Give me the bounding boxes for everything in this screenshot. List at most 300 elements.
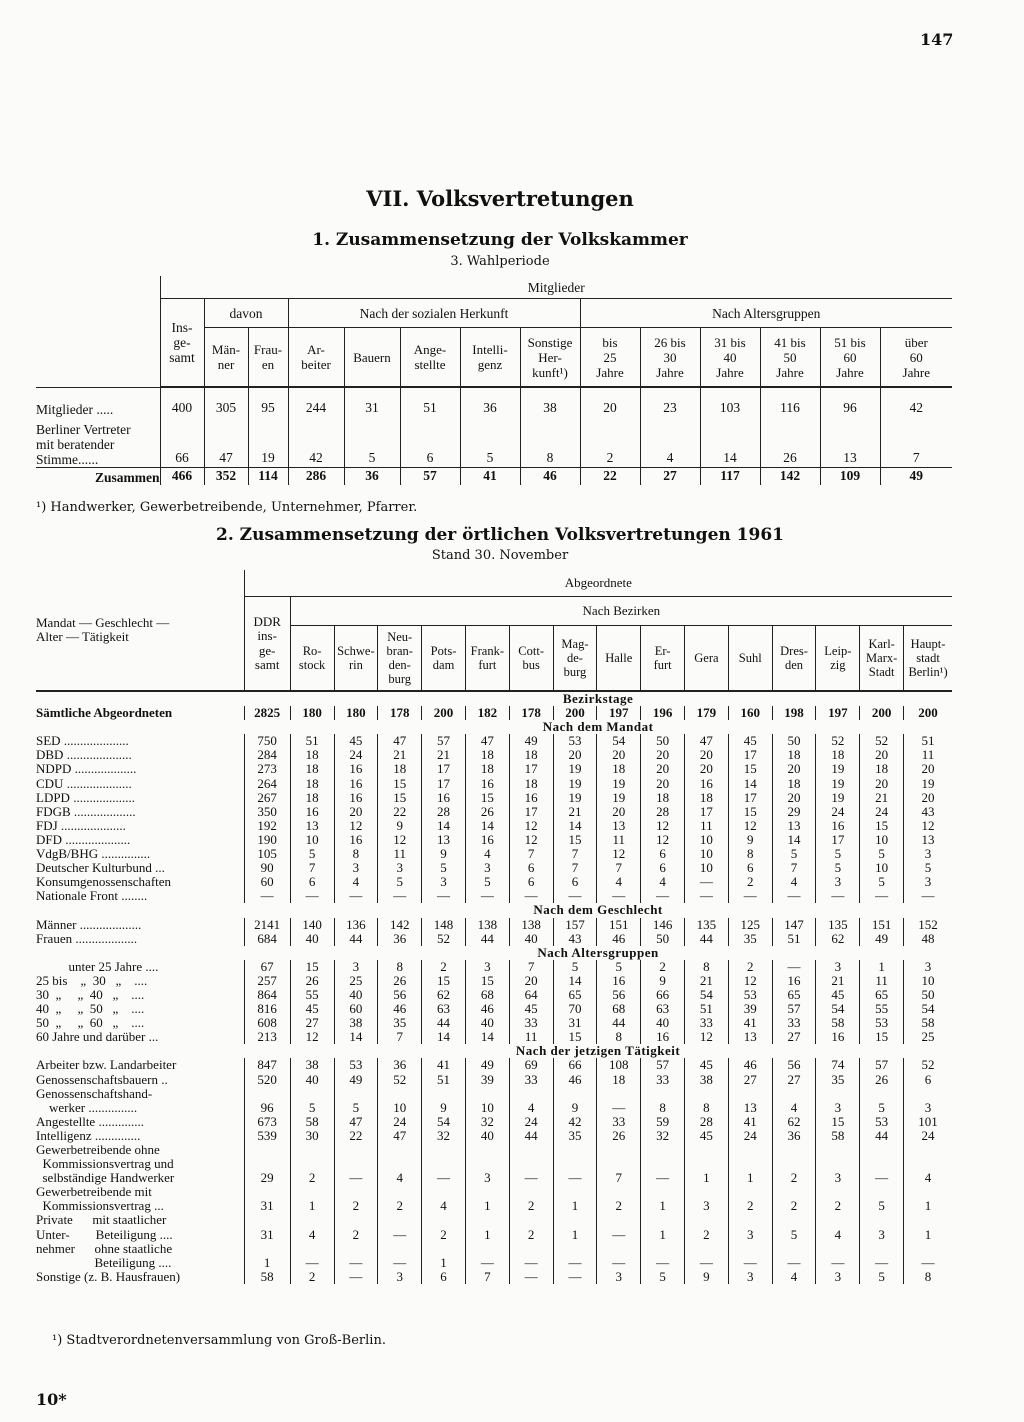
table-cell: 19 bbox=[248, 417, 288, 467]
table-cell: 10 bbox=[685, 861, 729, 875]
table-cell: 5 bbox=[772, 1213, 816, 1241]
table-row bbox=[36, 1016, 952, 1030]
section2-title: 2. Zusammensetzung der örtlichen Volksvertretungen 1961 bbox=[216, 525, 784, 545]
table-cell: 273 bbox=[244, 762, 290, 776]
table-cell: 53 bbox=[860, 1016, 904, 1030]
table-cell: 7 bbox=[378, 1030, 422, 1044]
table-cell: 7 bbox=[553, 847, 597, 861]
table-cell: 33 bbox=[509, 1073, 553, 1087]
table-cell: 45 bbox=[728, 734, 772, 748]
table-cell: 49 bbox=[334, 1073, 378, 1087]
table-cell: 33 bbox=[509, 1016, 553, 1030]
table-cell: 20 bbox=[641, 777, 685, 791]
table-cell: 44 bbox=[860, 1129, 904, 1143]
table-cell: 62 bbox=[816, 932, 860, 946]
table-cell: 197 bbox=[816, 706, 860, 720]
table-cell: 2 bbox=[641, 960, 685, 974]
table-cell: 5 bbox=[772, 847, 816, 861]
table-cell: 26 bbox=[378, 974, 422, 988]
table-cell: 49 bbox=[509, 734, 553, 748]
table-cell: 16 bbox=[816, 1030, 860, 1044]
column-header: Dres- den bbox=[772, 626, 816, 692]
row-label: NDPD ................... bbox=[36, 761, 137, 777]
table-cell: 19 bbox=[553, 762, 597, 776]
table-row bbox=[36, 1129, 952, 1143]
table-cell: 135 bbox=[685, 918, 729, 932]
table-cell: 5 bbox=[460, 417, 520, 467]
table-cell: 26 bbox=[597, 1129, 641, 1143]
column-header: Frank- furt bbox=[465, 626, 509, 692]
table-cell: 47 bbox=[378, 734, 422, 748]
table-cell: 50 bbox=[772, 734, 816, 748]
table-cell: 24 bbox=[728, 1129, 772, 1143]
table-cell: 58 bbox=[244, 1270, 290, 1284]
column-header: Er- furt bbox=[641, 626, 685, 692]
table-cell: 63 bbox=[422, 1002, 466, 1016]
row-label: 40 „ „ 50 „ .... bbox=[36, 1001, 145, 1017]
table-cell: 24 bbox=[334, 748, 378, 762]
table-cell: 8 bbox=[520, 417, 580, 467]
table-cell: 816 bbox=[244, 1002, 290, 1016]
table-cell: 15 bbox=[553, 1030, 597, 1044]
table-cell: 15 bbox=[422, 974, 466, 988]
table-cell: 864 bbox=[244, 988, 290, 1002]
table-cell: 10 bbox=[378, 1087, 422, 1115]
table-cell: — bbox=[860, 1143, 904, 1185]
table-cell: 6 bbox=[641, 861, 685, 875]
table-cell: 18 bbox=[290, 777, 334, 791]
table-cell: 23 bbox=[640, 400, 700, 417]
table-cell: 5 bbox=[641, 1270, 685, 1284]
table-cell: 5 bbox=[422, 861, 466, 875]
table-cell: — bbox=[334, 1143, 378, 1185]
table-cell: 14 bbox=[728, 777, 772, 791]
table-cell: 13 bbox=[728, 1030, 772, 1044]
table-cell: 22 bbox=[334, 1129, 378, 1143]
table-cell: 2 bbox=[580, 417, 640, 467]
table-cell: 52 bbox=[816, 734, 860, 748]
column-header: Karl- Marx- Stadt bbox=[860, 626, 904, 692]
table-cell: 2 bbox=[772, 1185, 816, 1213]
table-cell: 45 bbox=[290, 1002, 334, 1016]
table-cell: 3 bbox=[685, 1185, 729, 1213]
table-row bbox=[36, 960, 952, 974]
table-cell: 29 bbox=[772, 805, 816, 819]
bezirkstage-label bbox=[36, 691, 244, 706]
table-cell: 5 bbox=[553, 960, 597, 974]
table-cell: 57 bbox=[860, 1058, 904, 1072]
table-cell: 19 bbox=[597, 777, 641, 791]
column-header: Haupt- stadt Berlin¹) bbox=[904, 626, 952, 692]
row-label: Konsumgenossenschaften bbox=[36, 874, 172, 890]
table-cell: 103 bbox=[700, 400, 760, 417]
table-cell: 8 bbox=[685, 960, 729, 974]
table-cell: 20 bbox=[334, 805, 378, 819]
table-cell: 684 bbox=[244, 932, 290, 946]
column-header: Cott- bus bbox=[509, 626, 553, 692]
table-row bbox=[36, 1270, 952, 1284]
table-cell: 30 bbox=[290, 1129, 334, 1143]
table-cell: 101 bbox=[904, 1115, 952, 1129]
table-cell: 44 bbox=[465, 932, 509, 946]
table-cell: — bbox=[904, 889, 952, 903]
section2-subtitle: Stand 30. November bbox=[431, 548, 569, 563]
table-cell: 20 bbox=[597, 805, 641, 819]
table-cell: — bbox=[816, 1242, 860, 1270]
table-row bbox=[36, 1058, 952, 1072]
table-cell: 5 bbox=[860, 875, 904, 889]
table-cell: 264 bbox=[244, 777, 290, 791]
table-cell: 5 bbox=[904, 861, 952, 875]
table-cell: 20 bbox=[860, 777, 904, 791]
table-cell: 3 bbox=[378, 1270, 422, 1284]
table-cell: 38 bbox=[290, 1058, 334, 1072]
table-cell: 46 bbox=[728, 1058, 772, 1072]
row-label: Sonstige (z. B. Hausfrauen) bbox=[36, 1268, 181, 1284]
table-cell: 38 bbox=[685, 1073, 729, 1087]
table-cell: 20 bbox=[641, 762, 685, 776]
table-cell: 7 bbox=[772, 861, 816, 875]
table-cell: 14 bbox=[553, 819, 597, 833]
table-cell: 2 bbox=[422, 1213, 466, 1241]
table-cell: 147 bbox=[772, 918, 816, 932]
table-cell: 12 bbox=[509, 833, 553, 847]
table-cell: — bbox=[597, 889, 641, 903]
table-cell: 28 bbox=[422, 805, 466, 819]
column-header: über 60 Jahre bbox=[880, 328, 952, 388]
table-cell: 5 bbox=[334, 1087, 378, 1115]
table-cell: 213 bbox=[244, 1030, 290, 1044]
table-cell: 24 bbox=[816, 805, 860, 819]
table-cell: 31 bbox=[244, 1213, 290, 1241]
table-cell: — bbox=[860, 1242, 904, 1270]
table-cell: 4 bbox=[509, 1087, 553, 1115]
table-cell: 57 bbox=[422, 734, 466, 748]
table-cell: 24 bbox=[509, 1115, 553, 1129]
table-cell: 200 bbox=[553, 706, 597, 720]
table-cell: 53 bbox=[860, 1115, 904, 1129]
table-cell: 39 bbox=[728, 1002, 772, 1016]
table-cell: 46 bbox=[520, 467, 580, 485]
table-cell: 51 bbox=[772, 932, 816, 946]
table-cell: 18 bbox=[772, 748, 816, 762]
table-cell: 3 bbox=[904, 1087, 952, 1115]
table-cell: 20 bbox=[685, 748, 729, 762]
table-cell: 2 bbox=[334, 1213, 378, 1241]
row-label: Männer ................... bbox=[36, 916, 142, 932]
table-cell: 20 bbox=[904, 791, 952, 805]
table-cell: 19 bbox=[816, 791, 860, 805]
table-cell: 35 bbox=[728, 932, 772, 946]
table-cell: 96 bbox=[820, 400, 880, 417]
row-label: Genossenschaftshand- werker ............... bbox=[36, 1085, 153, 1115]
table-cell: 152 bbox=[904, 918, 952, 932]
group-title-text: Nach der jetzigen Tätigkeit bbox=[515, 1043, 681, 1059]
column-header: 41 bis 50 Jahre bbox=[760, 328, 820, 388]
table-cell: — bbox=[378, 1242, 422, 1270]
section-row bbox=[36, 691, 952, 706]
table-cell: 27 bbox=[640, 467, 700, 485]
table-cell: 53 bbox=[553, 734, 597, 748]
table-cell: 48 bbox=[904, 932, 952, 946]
table-cell: 7 bbox=[509, 847, 553, 861]
table-cell: 15 bbox=[816, 1115, 860, 1129]
table-cell: 608 bbox=[244, 1016, 290, 1030]
table-cell: 3 bbox=[465, 1143, 509, 1185]
table-cell: 18 bbox=[641, 791, 685, 805]
table-row bbox=[36, 833, 952, 847]
table-row bbox=[36, 734, 952, 748]
table-cell: 11 bbox=[685, 819, 729, 833]
table-cell: 35 bbox=[378, 1016, 422, 1030]
column-header: Pots- dam bbox=[422, 626, 466, 692]
table-cell: 7 bbox=[509, 960, 553, 974]
table-cell: 5 bbox=[290, 1087, 334, 1115]
table-cell: 352 bbox=[204, 467, 248, 485]
table-cell: 286 bbox=[288, 467, 344, 485]
table-cell: 62 bbox=[772, 1115, 816, 1129]
table-cell: 28 bbox=[685, 1115, 729, 1129]
table-cell: 14 bbox=[422, 819, 466, 833]
table-cell: 16 bbox=[465, 833, 509, 847]
table-cell: 2 bbox=[772, 1143, 816, 1185]
row-label: SED .................... bbox=[36, 733, 129, 749]
table-cell: 125 bbox=[728, 918, 772, 932]
table-cell: 138 bbox=[509, 918, 553, 932]
table-cell: 44 bbox=[422, 1016, 466, 1030]
table-cell: 7 bbox=[553, 861, 597, 875]
table-cell: 140 bbox=[290, 918, 334, 932]
table-cell: 45 bbox=[685, 1129, 729, 1143]
table-cell: 20 bbox=[509, 974, 553, 988]
table-row bbox=[36, 932, 952, 946]
table-cell: 4 bbox=[772, 1087, 816, 1115]
table-cell: — bbox=[290, 889, 334, 903]
table-cell: 74 bbox=[816, 1058, 860, 1072]
table-cell: 200 bbox=[860, 706, 904, 720]
table-cell: 160 bbox=[728, 706, 772, 720]
abgeordnete-header: Abgeordnete bbox=[244, 570, 952, 597]
table-cell: 673 bbox=[244, 1115, 290, 1129]
table-cell: 350 bbox=[244, 805, 290, 819]
table-cell: 50 bbox=[904, 988, 952, 1002]
table-cell: — bbox=[728, 1242, 772, 1270]
table-row bbox=[36, 417, 952, 467]
table-cell: 18 bbox=[465, 762, 509, 776]
table-cell: 178 bbox=[378, 706, 422, 720]
table-cell: 21 bbox=[553, 805, 597, 819]
group-title-text: Nach dem Mandat bbox=[542, 719, 654, 735]
table-cell: 6 bbox=[728, 861, 772, 875]
table-cell: 17 bbox=[422, 777, 466, 791]
table-cell: — bbox=[465, 1242, 509, 1270]
table-row bbox=[36, 1115, 952, 1129]
table-cell: 5 bbox=[290, 847, 334, 861]
table-cell: 1 bbox=[465, 1213, 509, 1241]
table-cell: 4 bbox=[290, 1213, 334, 1241]
table-cell: 27 bbox=[772, 1073, 816, 1087]
table-cell: 11 bbox=[509, 1030, 553, 1044]
table-cell: 1 bbox=[860, 960, 904, 974]
table-cell: 15 bbox=[378, 777, 422, 791]
table-row bbox=[36, 861, 952, 875]
table-row bbox=[36, 791, 952, 805]
table-row bbox=[36, 1030, 952, 1044]
table-cell: 8 bbox=[685, 1087, 729, 1115]
table-cell: 190 bbox=[244, 833, 290, 847]
table-cell: 4 bbox=[772, 875, 816, 889]
table-cell: 7 bbox=[290, 861, 334, 875]
table-cell: 16 bbox=[290, 805, 334, 819]
table-row bbox=[36, 1073, 952, 1087]
table-cell: 14 bbox=[553, 974, 597, 988]
table-cell: 41 bbox=[728, 1016, 772, 1030]
row-label: FDJ .................... bbox=[36, 817, 126, 833]
table-cell: 192 bbox=[244, 819, 290, 833]
table-cell: — bbox=[597, 1242, 641, 1270]
volkskammer-table bbox=[36, 276, 952, 485]
table-cell: 197 bbox=[597, 706, 641, 720]
table-cell: 13 bbox=[422, 833, 466, 847]
row-label: 50 „ „ 60 „ .... bbox=[36, 1015, 145, 1031]
table-cell: 200 bbox=[904, 706, 952, 720]
table-row bbox=[36, 400, 952, 417]
table-cell: 16 bbox=[816, 819, 860, 833]
table-cell: 12 bbox=[509, 819, 553, 833]
table-cell: 66 bbox=[641, 988, 685, 1002]
column-header: Män- ner bbox=[204, 328, 248, 388]
table-cell: 17 bbox=[509, 762, 553, 776]
table-cell: 257 bbox=[244, 974, 290, 988]
table-cell: 40 bbox=[465, 1129, 509, 1143]
table-cell: 21 bbox=[378, 748, 422, 762]
table-cell: 12 bbox=[641, 833, 685, 847]
table-cell: 5 bbox=[597, 960, 641, 974]
table-cell: 40 bbox=[334, 988, 378, 1002]
table-cell: 36 bbox=[344, 467, 400, 485]
row-label: unter 25 Jahre .... bbox=[36, 958, 159, 974]
table-row bbox=[36, 1002, 952, 1016]
oertliche-volksvertretungen-table bbox=[36, 570, 952, 1284]
table-cell: 17 bbox=[728, 791, 772, 805]
table-cell: 38 bbox=[520, 400, 580, 417]
table-cell: 1 bbox=[728, 1143, 772, 1185]
table-cell: — bbox=[334, 1270, 378, 1284]
table-cell: 31 bbox=[553, 1016, 597, 1030]
table-cell: 182 bbox=[465, 706, 509, 720]
table-cell: — bbox=[553, 1242, 597, 1270]
row-label: DFD .................... bbox=[36, 831, 131, 847]
table-cell: 31 bbox=[344, 400, 400, 417]
column-header: Ro- stock bbox=[290, 626, 334, 692]
table-row bbox=[36, 805, 952, 819]
section2-footnote: ¹) Stadtverordnetenversammlung von Groß-Berlin. bbox=[52, 1333, 386, 1348]
table-cell: 55 bbox=[860, 1002, 904, 1016]
table-row bbox=[36, 1213, 952, 1241]
table-cell: 26 bbox=[465, 805, 509, 819]
alter-header: Nach Altersgruppen bbox=[580, 299, 952, 328]
table-cell: 20 bbox=[772, 791, 816, 805]
table-cell: 13 bbox=[820, 417, 880, 467]
table-cell: 40 bbox=[641, 1016, 685, 1030]
row-label: Genossenschaftsbauern .. bbox=[36, 1071, 168, 1087]
table-row bbox=[36, 847, 952, 861]
table-cell: 40 bbox=[290, 932, 334, 946]
table-cell: — bbox=[685, 875, 729, 889]
table-cell: 21 bbox=[860, 791, 904, 805]
page-mark: 10* bbox=[36, 1390, 67, 1409]
table-cell: 1 bbox=[685, 1143, 729, 1185]
table-cell: 12 bbox=[597, 847, 641, 861]
table-cell: 5 bbox=[816, 861, 860, 875]
table-cell: 4 bbox=[640, 417, 700, 467]
table-cell: 46 bbox=[553, 1073, 597, 1087]
table-cell: 18 bbox=[772, 777, 816, 791]
row-label: Gewerbetreibende ohne Kommissionsvertrag und selbständige Handwerker bbox=[36, 1142, 175, 1186]
table-cell: 5 bbox=[860, 847, 904, 861]
column-header: Leip- zig bbox=[816, 626, 860, 692]
table-cell: 10 bbox=[465, 1087, 509, 1115]
table-row bbox=[36, 1242, 952, 1270]
table-cell: 55 bbox=[290, 988, 334, 1002]
row-label: Nationale Front ........ bbox=[36, 888, 148, 904]
table-cell: 5 bbox=[860, 1270, 904, 1284]
section1-title: 1. Zusammensetzung der Volkskammer bbox=[312, 230, 688, 250]
table-cell: 49 bbox=[880, 467, 952, 485]
table-cell: 10 bbox=[860, 861, 904, 875]
table-cell: 66 bbox=[160, 417, 204, 467]
table-cell: 18 bbox=[597, 762, 641, 776]
table-cell: 18 bbox=[816, 748, 860, 762]
table-cell: 4 bbox=[816, 1213, 860, 1241]
table-cell: 400 bbox=[160, 400, 204, 417]
table-cell: 1 bbox=[641, 1213, 685, 1241]
row-label: Sämtliche Abgeordneten bbox=[36, 705, 173, 721]
table-cell: 16 bbox=[422, 791, 466, 805]
column-header: Suhl bbox=[728, 626, 772, 692]
table-cell: 2 bbox=[728, 960, 772, 974]
table-cell: 5 bbox=[344, 417, 400, 467]
table-cell: 51 bbox=[400, 400, 460, 417]
davon-header: davon bbox=[204, 299, 288, 328]
table-cell: 20 bbox=[772, 762, 816, 776]
table-row bbox=[36, 1185, 952, 1213]
table-cell: 22 bbox=[580, 467, 640, 485]
table-row bbox=[36, 706, 952, 720]
table-cell: — bbox=[378, 1213, 422, 1241]
row-label: LDPD ................... bbox=[36, 789, 135, 805]
table-cell: 45 bbox=[685, 1058, 729, 1072]
table-cell: — bbox=[597, 1213, 641, 1241]
table-cell: 56 bbox=[772, 1058, 816, 1072]
section1-footnote: ¹) Handwerker, Gewerbetreibende, Unternehmer, Pfarrer. bbox=[36, 500, 418, 515]
table-cell: 16 bbox=[509, 791, 553, 805]
table-cell: 32 bbox=[641, 1129, 685, 1143]
table-cell: 20 bbox=[860, 748, 904, 762]
table-row bbox=[36, 918, 952, 932]
group-title bbox=[36, 946, 244, 960]
table-cell: 8 bbox=[378, 960, 422, 974]
table-cell: 8 bbox=[728, 847, 772, 861]
column-header: Sonstige Her- kunft¹) bbox=[520, 328, 580, 388]
table-cell: 2 bbox=[422, 960, 466, 974]
table-cell: 3 bbox=[728, 1213, 772, 1241]
table-cell: 36 bbox=[460, 400, 520, 417]
table-cell: — bbox=[772, 1242, 816, 1270]
table-cell: 142 bbox=[378, 918, 422, 932]
table-cell: 21 bbox=[422, 748, 466, 762]
row-label: Mitglieder ..... bbox=[36, 402, 114, 417]
